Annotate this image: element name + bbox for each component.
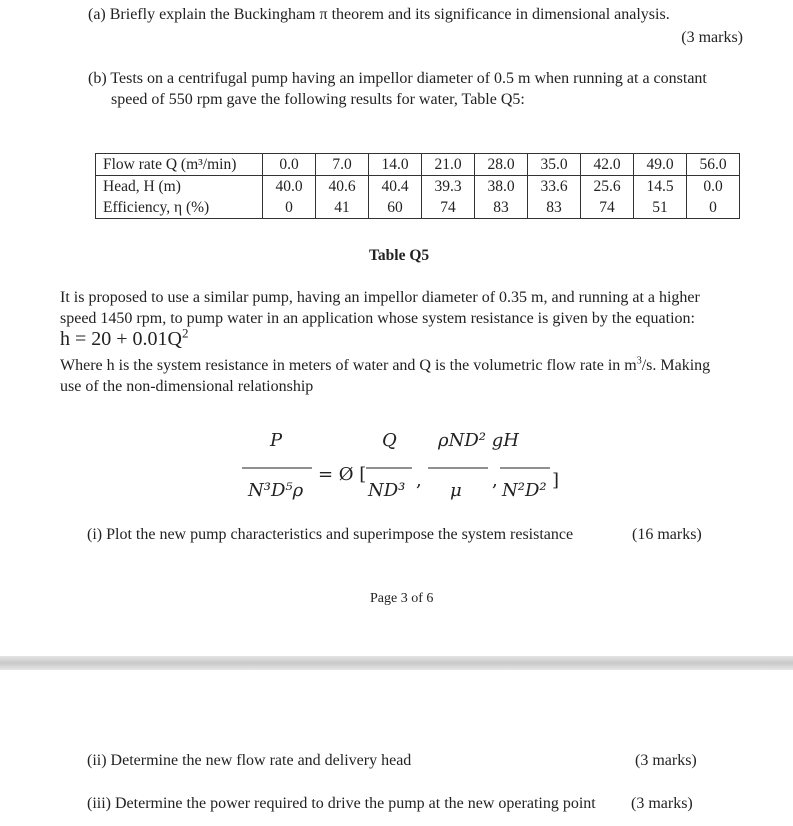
question-iii-marks: (3 marks) <box>631 795 693 812</box>
table-cell: 83 <box>528 197 581 219</box>
table-cell: 74 <box>422 197 475 219</box>
paragraph-line4: use of the non-dimensional relationship <box>60 378 314 395</box>
formula-phi: = Ø [ <box>318 464 367 485</box>
table-row <box>96 176 740 198</box>
table-cell: 38.0 <box>475 176 528 198</box>
table-cell: 56.0 <box>687 154 740 176</box>
question-i-text: (i) Plot the new pump characteristics and superimpose the system resistance <box>87 526 574 543</box>
formula-num-power: P <box>270 430 283 451</box>
table-cell: 0 <box>687 197 740 219</box>
question-a-text: (a) Briefly explain the Buckingham π theorem and its significance in dimensional analysis. <box>88 6 670 23</box>
table-cell: 83 <box>475 197 528 219</box>
table-cell: 40.6 <box>316 176 369 198</box>
question-b-line2: speed of 550 rpm gave the following results for water, Table Q5: <box>111 91 525 108</box>
row-label: Efficiency, η (%) <box>96 197 263 219</box>
table-cell: 14.5 <box>634 176 687 198</box>
question-ii-marks: (3 marks) <box>635 752 697 769</box>
row-label: Flow rate Q (m³/min) <box>96 154 263 176</box>
formula-num-reynolds: ρND² gH <box>438 430 519 451</box>
table-cell: 33.6 <box>528 176 581 198</box>
formula-den-reynolds: μ <box>450 480 462 501</box>
table-cell: 51 <box>634 197 687 219</box>
system-resistance-equation: $h = 20 + 0.01Q^2$ <box>60 325 189 350</box>
formula-comma-2: , <box>492 470 498 491</box>
table-caption: Table Q5 <box>369 247 430 264</box>
table-cell: 74 <box>581 197 634 219</box>
formula-num-flow: Q <box>382 430 397 451</box>
paragraph-line1: It is proposed to use a similar pump, having an impellor diameter of 0.35 m, and running at a higher <box>60 289 700 306</box>
table-cell: 14.0 <box>369 154 422 176</box>
table-cell: 28.0 <box>475 154 528 176</box>
table-cell: 7.0 <box>316 154 369 176</box>
pump-test-table <box>95 153 740 219</box>
paragraph-line2: speed 1450 rpm, to pump water in an application whose system resistance is given by the equation: <box>60 310 695 327</box>
table-cell: 21.0 <box>422 154 475 176</box>
table-cell: 40.4 <box>369 176 422 198</box>
table-cell: 0.0 <box>687 176 740 198</box>
table-cell: 42.0 <box>581 154 634 176</box>
table-cell: 25.6 <box>581 176 634 198</box>
table-row <box>96 154 740 176</box>
page-separator <box>0 656 793 670</box>
formula-den-power: N³D⁵ρ <box>248 480 304 501</box>
formula-comma-1: , <box>416 470 422 491</box>
question-iii-text: (iii) Determine the power required to drive the pump at the new operating point <box>87 795 596 812</box>
table-cell: 35.0 <box>528 154 581 176</box>
row-label: Head, H (m) <box>96 176 263 198</box>
formula-den-head: N²D² <box>502 480 547 501</box>
table-cell: 39.3 <box>422 176 475 198</box>
table-row <box>96 197 740 219</box>
question-a-marks: (3 marks) <box>681 29 743 46</box>
table-cell: 0.0 <box>263 154 316 176</box>
table-cell: 41 <box>316 197 369 219</box>
question-ii-text: (ii) Determine the new flow rate and delivery head <box>87 752 412 769</box>
non-dimensional-formula <box>230 420 590 510</box>
question-b-line1: (b) Tests on a centrifugal pump having an impellor diameter of 0.5 m when running at a constant <box>88 70 707 87</box>
formula-close-bracket: ] <box>552 470 560 491</box>
question-i-marks: (16 marks) <box>632 526 702 543</box>
table-cell: 40.0 <box>263 176 316 198</box>
paragraph-line3: Where h is the system resistance in meters of water and Q is the volumetric flow rate in $m^3/s$. Making <box>60 355 711 374</box>
page-number: Page 3 of 6 <box>370 591 434 606</box>
table-cell: 49.0 <box>634 154 687 176</box>
formula-den-flow: ND³ <box>368 480 406 501</box>
table-cell: 60 <box>369 197 422 219</box>
table-cell: 0 <box>263 197 316 219</box>
